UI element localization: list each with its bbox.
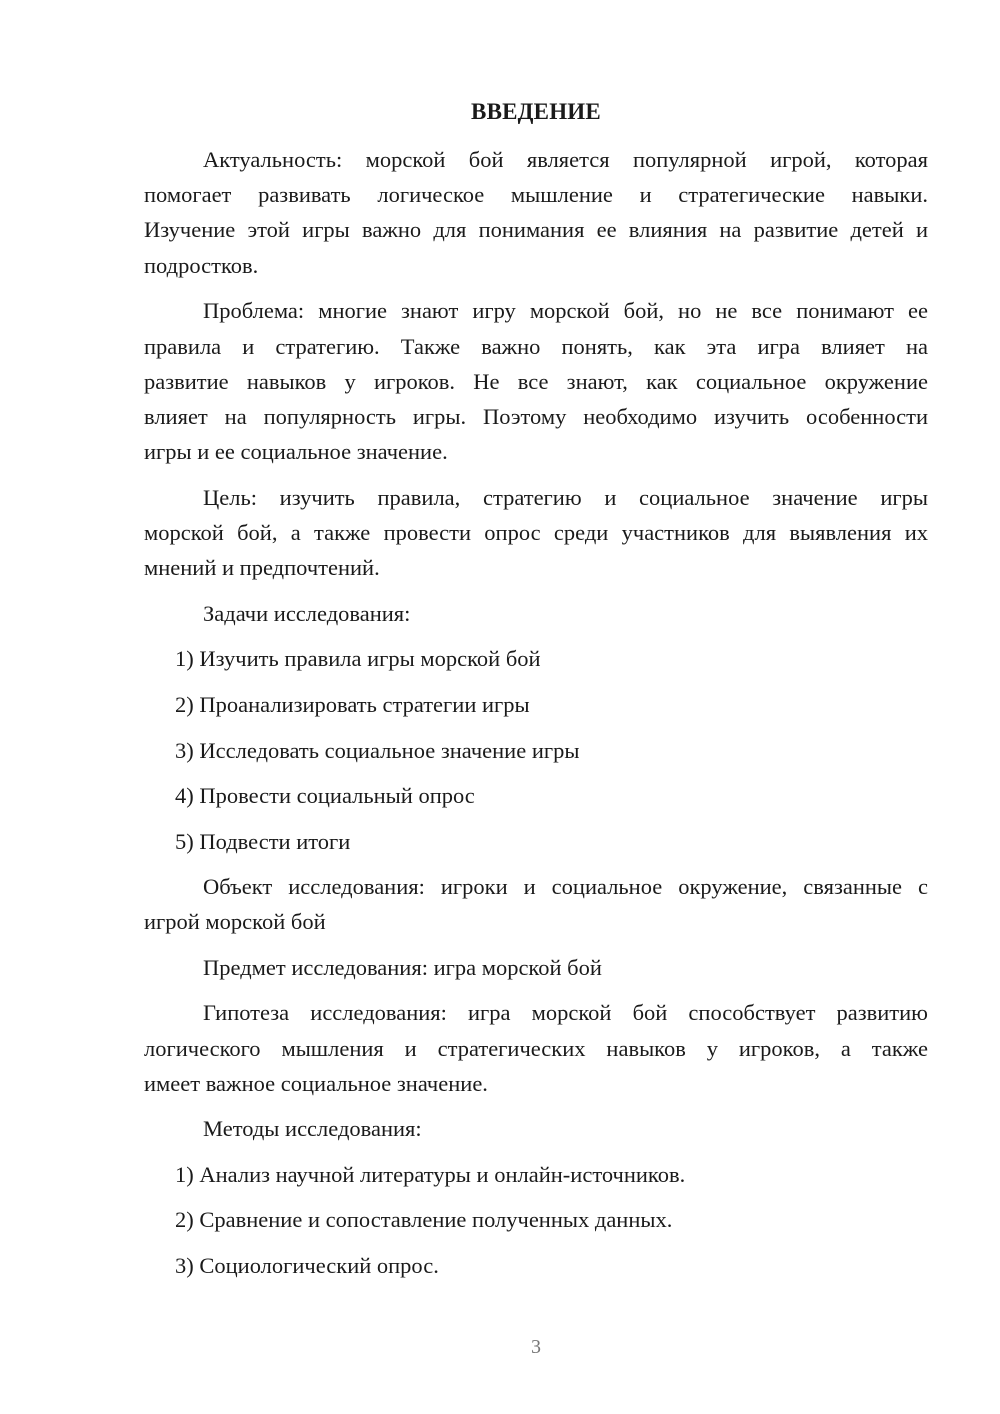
relevance-line: Актуальность: морской бой является популярной игрой, которая: [203, 147, 928, 172]
problem-line: правила и стратегию. Также важно понять, как эта игра влияет на: [144, 334, 928, 359]
object-line: Объект исследования: игроки и социальное окружение, связанные с: [203, 874, 928, 899]
task-item: 1) Изучить правила игры морской бой: [175, 646, 541, 671]
method-item: 3) Социологический опрос.: [175, 1253, 439, 1278]
goal-line: морской бой, а также провести опрос среди участников для выявления их: [144, 520, 928, 545]
tasks-title: Задачи исследования:: [203, 601, 411, 626]
problem-line: развитие навыков у игроков. Не все знают, как социальное окружение: [144, 369, 928, 394]
hypothesis-line: логического мышления и стратегических навыков у игроков, а также: [144, 1036, 928, 1061]
methods-title: Методы исследования:: [203, 1116, 422, 1141]
task-item: 5) Подвести итоги: [175, 829, 351, 854]
relevance-line: подростков.: [144, 253, 259, 278]
problem-line: влияет на популярность игры. Поэтому необходимо изучить особенности: [144, 404, 928, 429]
subject-line: Предмет исследования: игра морской бой: [203, 955, 602, 980]
page-number: 3: [531, 1336, 541, 1358]
goal-line: Цель: изучить правила, стратегию и социальное значение игры: [203, 485, 928, 510]
relevance-line: Изучение этой игры важно для понимания ее влияния на развитие детей и: [144, 217, 928, 242]
problem-line: игры и ее социальное значение.: [144, 439, 448, 464]
task-item: 2) Проанализировать стратегии игры: [175, 692, 530, 717]
method-item: 1) Анализ научной литературы и онлайн-источников.: [175, 1162, 686, 1187]
method-item: 2) Сравнение и сопоставление полученных данных.: [175, 1207, 673, 1232]
hypothesis-line: имеет важное социальное значение.: [144, 1071, 488, 1096]
problem-line: Проблема: многие знают игру морской бой, но не все понимают ее: [203, 298, 928, 323]
goal-line: мнений и предпочтений.: [144, 555, 380, 580]
object-line: игрой морской бой: [144, 909, 326, 934]
task-item: 3) Исследовать социальное значение игры: [175, 738, 580, 763]
task-item: 4) Провести социальный опрос: [175, 783, 475, 808]
relevance-line: помогает развивать логическое мышление и стратегические навыки.: [144, 182, 928, 207]
hypothesis-line: Гипотеза исследования: игра морской бой способствует развитию: [203, 1000, 928, 1025]
section-heading: ВВЕДЕНИЕ: [471, 99, 601, 124]
